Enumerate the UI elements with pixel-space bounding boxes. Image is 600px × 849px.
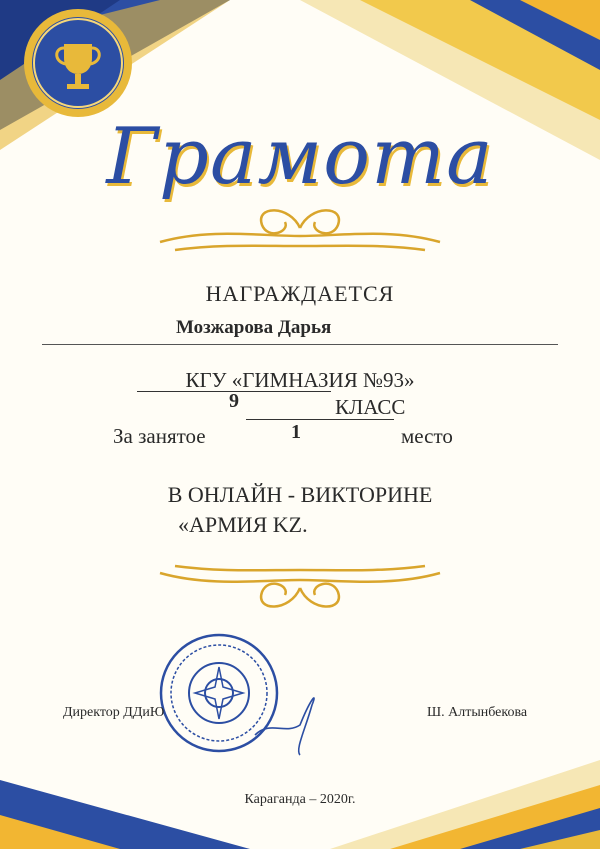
trophy-icon: [48, 36, 108, 96]
event-line-1: В ОНЛАЙН - ВИКТОРИНЕ: [167, 482, 433, 507]
place-prefix: За занятое: [113, 424, 206, 448]
certificate-title: Грамота: [106, 112, 494, 202]
grade-label: КЛАСС: [335, 395, 406, 419]
footer-city-year: Караганда – 2020г.: [244, 792, 356, 807]
place-value: 1: [291, 421, 301, 443]
place-underline: [246, 419, 394, 420]
event-line-2: «АРМИЯ KZ.: [178, 512, 308, 537]
grade-value: 9: [229, 390, 239, 412]
place-suffix: место: [401, 424, 453, 448]
recipient-underline: [42, 344, 558, 345]
director-label: Директор ДДиЮ: [63, 705, 165, 720]
school-name: КГУ «ГИМНАЗИЯ №93»: [185, 368, 415, 392]
recipient-name: Мозжарова Дарья: [176, 317, 332, 338]
director-name: Ш. Алтынбекова: [427, 705, 528, 720]
award-label: НАГРАЖДАЕТСЯ: [205, 281, 395, 306]
official-seal: [158, 632, 280, 754]
